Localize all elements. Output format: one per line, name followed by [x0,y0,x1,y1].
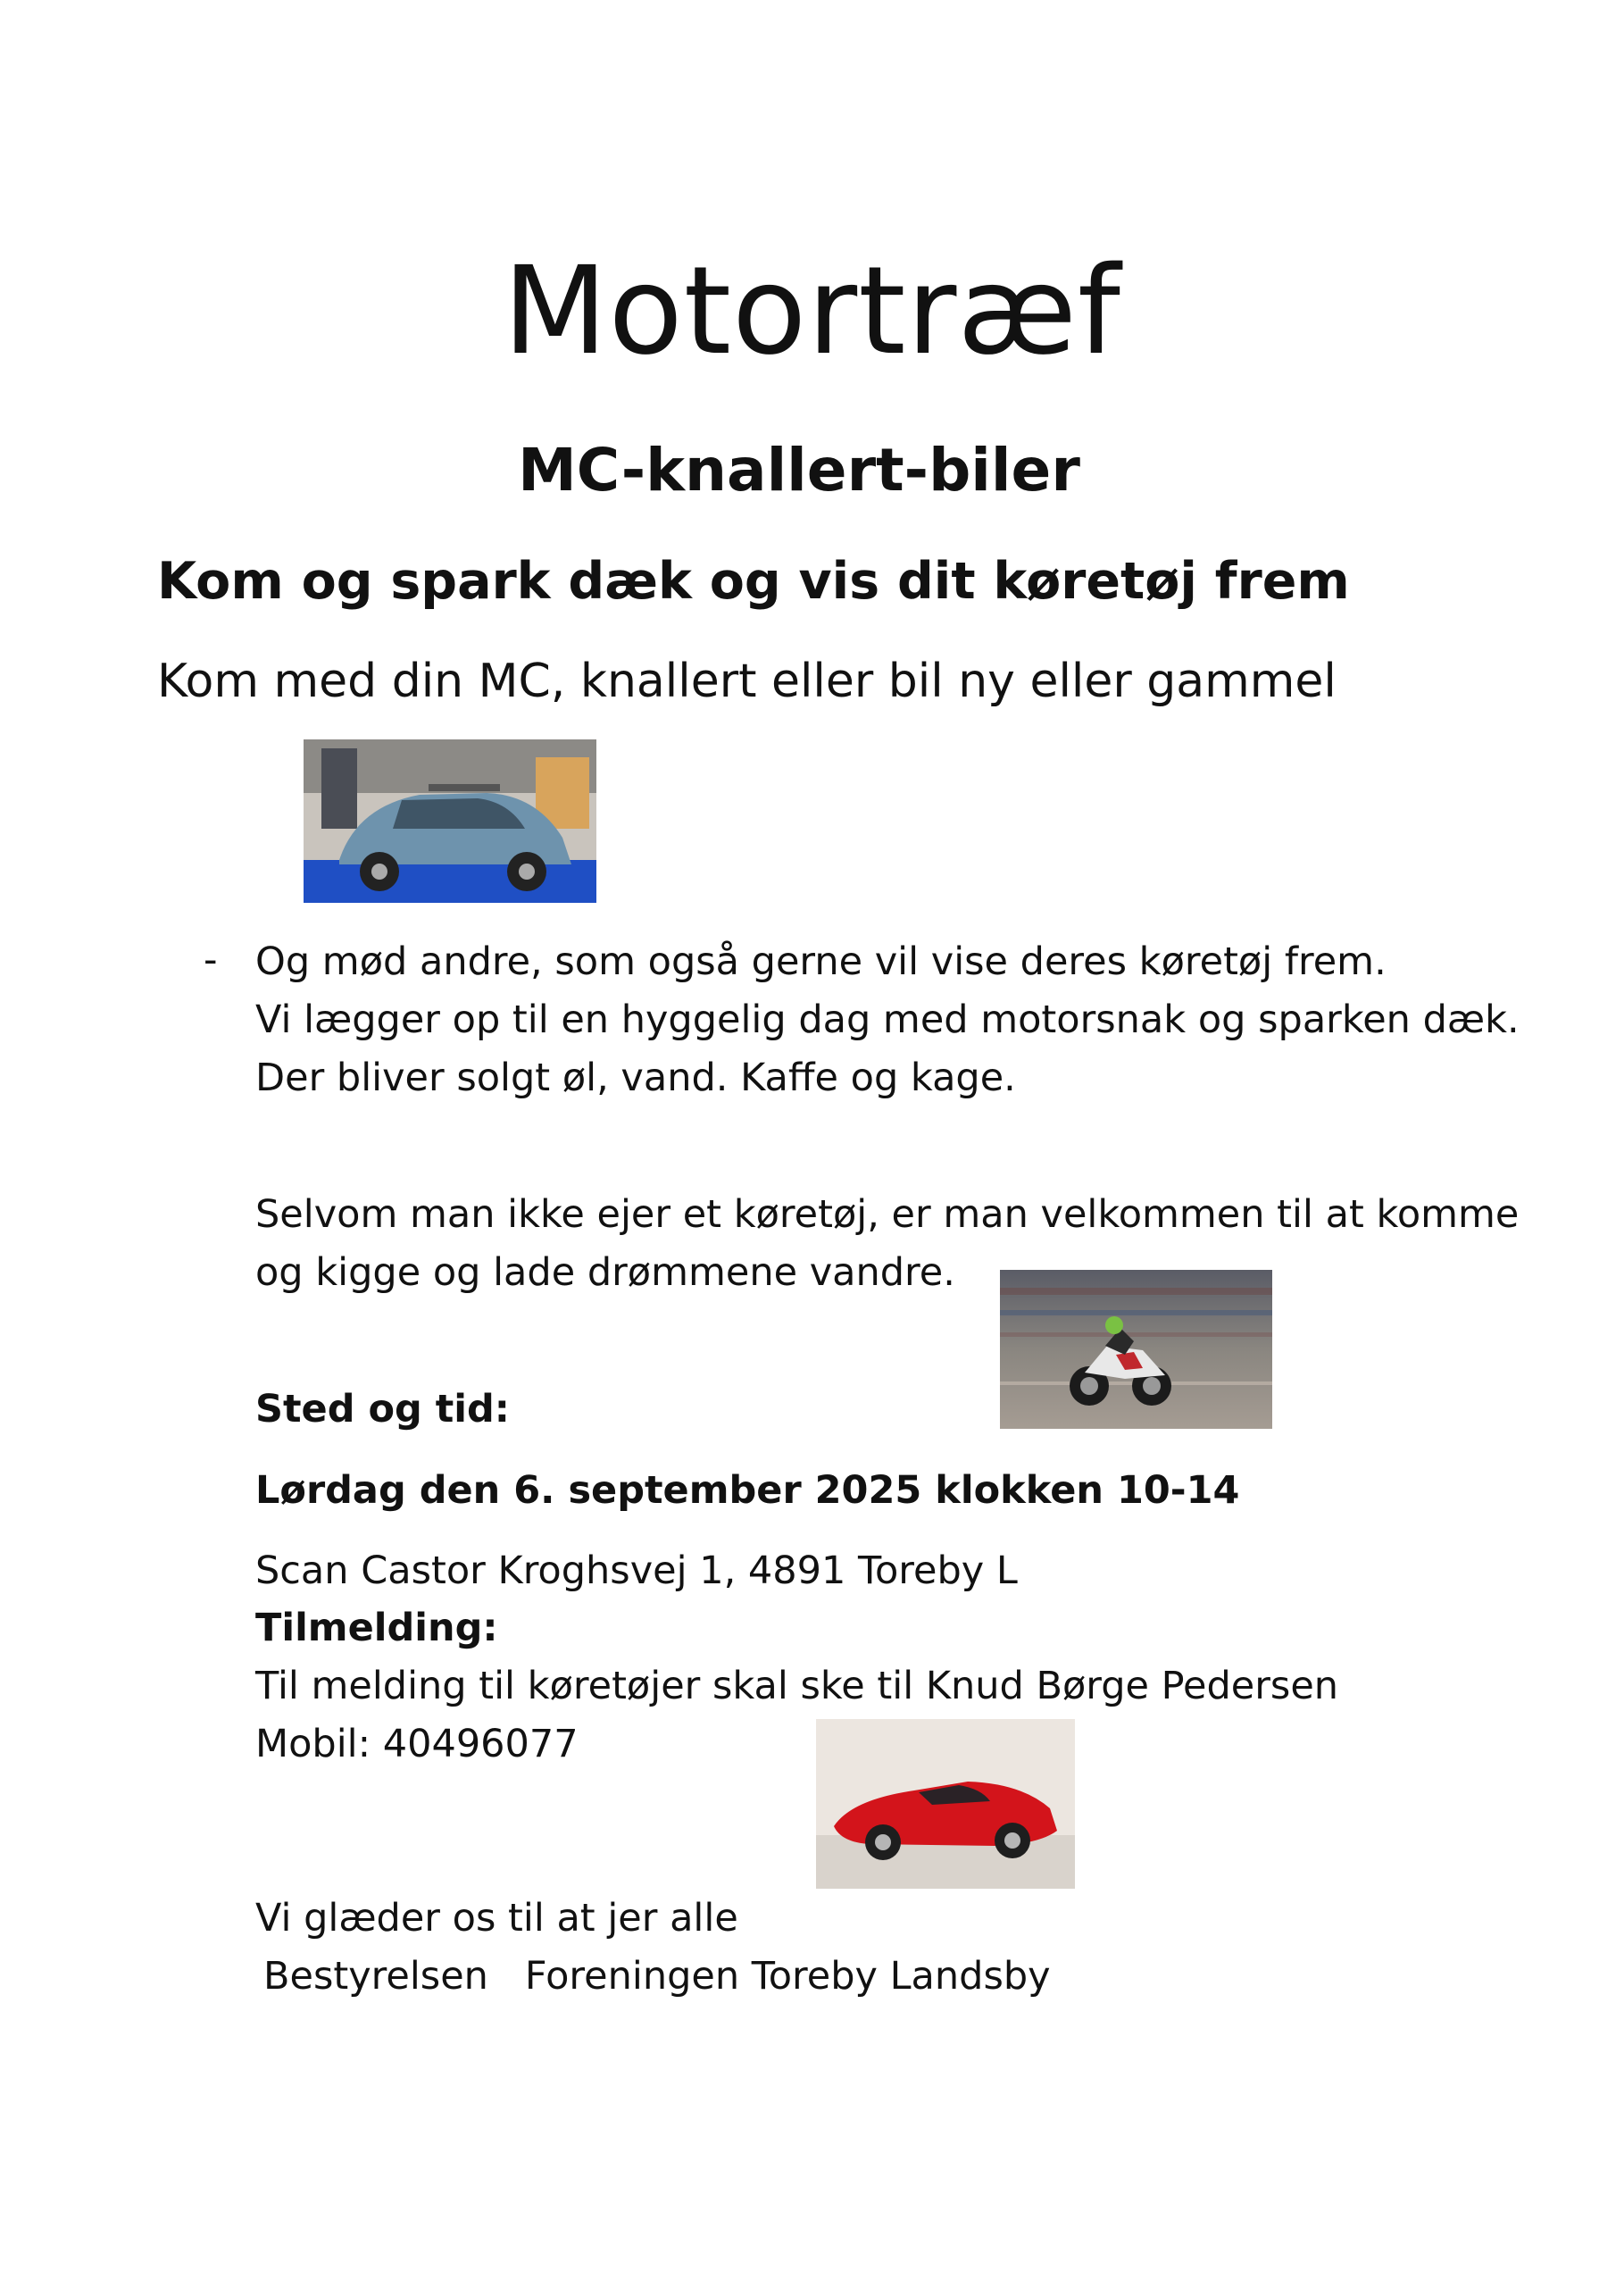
paragraph-2-line-2: og kigge og lade drømmene vandre. [255,1250,955,1295]
closing-line: Vi glæder os til at jer alle [255,1896,738,1941]
poster-title: Motortræf [503,241,1121,382]
paragraph-1-line-3: Der bliver solgt øl, vand. Kaffe og kage. [255,1056,1016,1100]
paragraph-1-line-2: Vi lægger op til en hyggelig dag med motorsnak og sparken dæk. [255,997,1520,1042]
vintage-beetle-car-photo [304,739,596,903]
bullet-dash: - [204,938,218,982]
signature-line: Bestyrelsen Foreningen Toreby Landsby [263,1954,1051,1999]
poster-subtitle: MC-knallert-biler [518,436,1080,505]
motorcycle-racing-photo [1000,1270,1272,1429]
event-address: Scan Castor Kroghsvej 1, 4891 Toreby L [255,1548,1018,1593]
signup-text: Til melding til køretøjer skal ske til Knud Børge Pedersen [255,1664,1339,1708]
lead-text: Kom med din MC, knallert eller bil ny eller gammel [157,655,1337,708]
signup-heading: Tilmelding: [255,1606,498,1650]
event-date-line: Lørdag den 6. september 2025 klokken 10-14 [255,1468,1240,1513]
red-sports-car-photo [816,1719,1075,1889]
headline: Kom og spark dæk og vis dit køretøj frem [157,552,1350,611]
place-time-heading: Sted og tid: [255,1387,511,1431]
paragraph-2-line-1: Selvom man ikke ejer et køretøj, er man velkommen til at komme [255,1192,1520,1237]
signup-mobile: Mobil: 40496077 [255,1722,579,1766]
paragraph-1-line-1: Og mød andre, som også gerne vil vise deres køretøj frem. [255,939,1387,984]
